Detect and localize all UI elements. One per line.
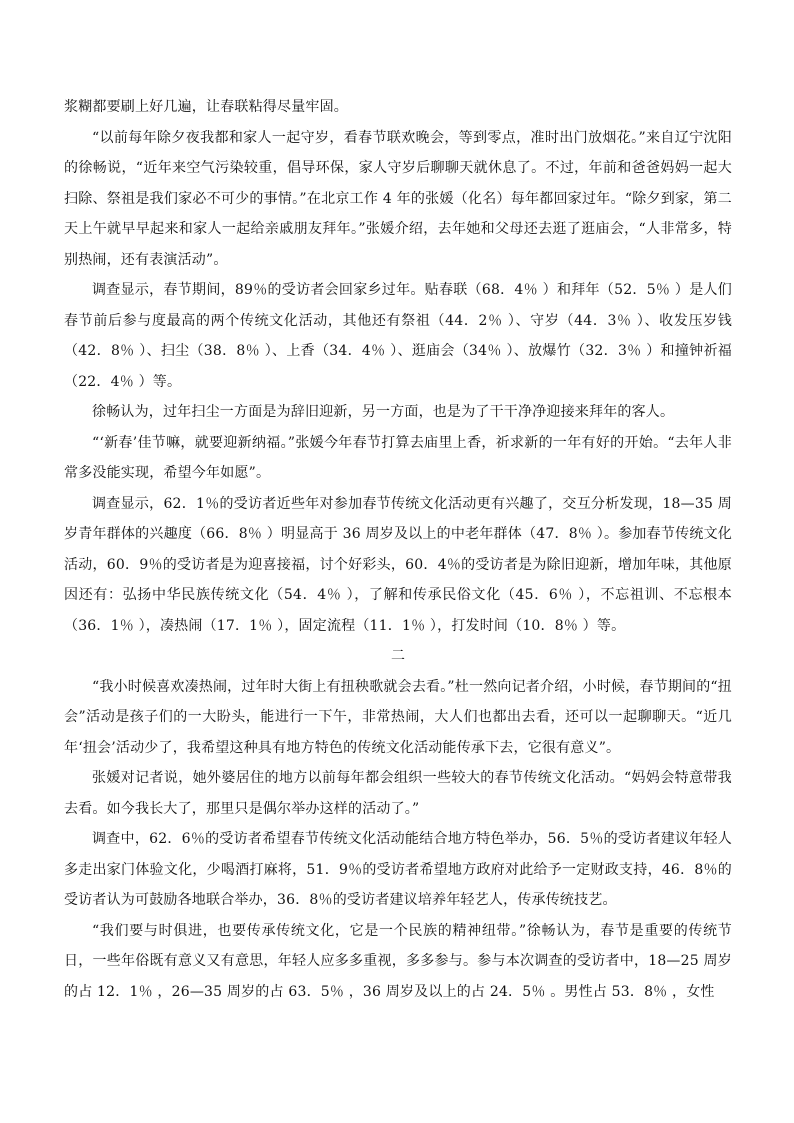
paragraph-xu-chang-quote: “以前每年除夕夜我都和家人一起守岁，看春节联欢晚会，等到零点，准时出门放烟花。”来自辽宁沈阳的徐畅说，“近年来空气污染较重，倡导环保，家人守岁后聊聊天就休息了。不过，年前和爸爸妈妈一起大扫除、祭祖是我们家必不可少的事情。”在北京工作 4 年的张媛（化名）每年都回家过年。“除夕到家，第二天上午就早早起来和家人一起给亲戚朋友拜年。”张媛介绍，去年她和父母还去逛了逛庙会，“人非常多，特别热闹，还有表演活动”。 — [64, 129, 732, 268]
paragraph-survey-interest: 调查显示，62．1％的受访者近些年对参加春节传统文化活动更有兴趣了，交互分析发现，18—35 周岁青年群体的兴趣度（66．8％ ）明显高于 36 周岁及以上的中老年群体（47．8％ ）。参加春节传统文化活动，60．9％的受访者是为迎喜接福，讨个好彩头，60．4％的受访者是为除旧迎新，增加年味，其他原因还有：弘扬中华民族传统文化（54．4％ ），了解和传承民俗文化（45．6％ ），不忘祖训、不忘根本（36．1％ ），凑热闹（17．1％ ），固定流程（11．1％ ），打发时间（10．8％ ）等。 — [64, 495, 732, 634]
section-heading: 二 — [391, 648, 405, 664]
paragraph-continuation: 浆糊都要刷上好几遍，让春联粘得尽量牢固。 — [64, 99, 348, 115]
paragraph-cleaning: 徐畅认为，过年扫尘一方面是为辞旧迎新，另一方面，也是为了干干净净迎接来拜年的客人。 — [92, 404, 675, 420]
paragraph-survey-suggestions: 调查中，62．6％的受访者希望春节传统文化活动能结合地方特色举办，56．5％的受访者建议年轻人多走出家门体验文化，少喝酒打麻将，51．9％的受访者希望地方政府对此给予一定财政支持，46．8％的受访者认为可鼓励各地联合举办，36．8％的受访者建议培养年轻艺人，传承传统技艺。 — [64, 831, 732, 908]
paragraph-new-spring: “‘新春’佳节嘛，就要迎新纳福。”张媛今年春节打算去庙里上香，祈求新的一年有好的开始。“去年人非常多没能实现，希望今年如愿”。 — [64, 434, 732, 481]
paragraph-keep-pace: “我们要与时俱进，也要传承传统文化，它是一个民族的精神纽带。”徐畅认为，春节是重要的传统节日，一些年俗既有意义又有意思，年轻人应多多重视，多多参与。参与本次调查的受访者中，18—25 周岁的占 12．1％ ，26—35 周岁的占 63．5％ ，36 周岁及以上的占 24．5％ 。男性占 53．8％ ，女性 — [64, 922, 732, 1000]
paragraph-survey-activities: 调查显示，春节期间，89％的受访者会回家乡过年。贴春联（68．4％ ）和拜年（52．5％ ）是人们春节前后参与度最高的两个传统文化活动，其他还有祭祖（44．2％ ）、守岁（44．3％ ）、收发压岁钱（42．8％ ）、扫尘（38．8％ ）、上香（34．4％ ）、逛庙会（34％ ）、放爆竹（32．3％ ）和撞钟祈福（22．4％ ）等。 — [64, 282, 732, 390]
paragraph-niu-hui: “我小时候喜欢凑热闹，过年时大街上有扭秧歌就会去看。”杜一然向记者介绍，小时候，春节期间的“扭会”活动是孩子们的一大盼头，能进行一下午，非常热闹，大人们也都出去看，还可以一起聊聊天。“近几年‘扭会’活动少了，我希望这种具有地方特色的传统文化活动能传承下去，它很有意义”。 — [64, 678, 732, 756]
paragraph-grandma: 张媛对记者说，她外婆居住的地方以前每年都会组织一些较大的春节传统文化活动。“妈妈会特意带我去看。如今我长大了，那里只是偶尔举办这样的活动了。” — [64, 770, 732, 817]
document-page — [64, 92, 732, 1007]
